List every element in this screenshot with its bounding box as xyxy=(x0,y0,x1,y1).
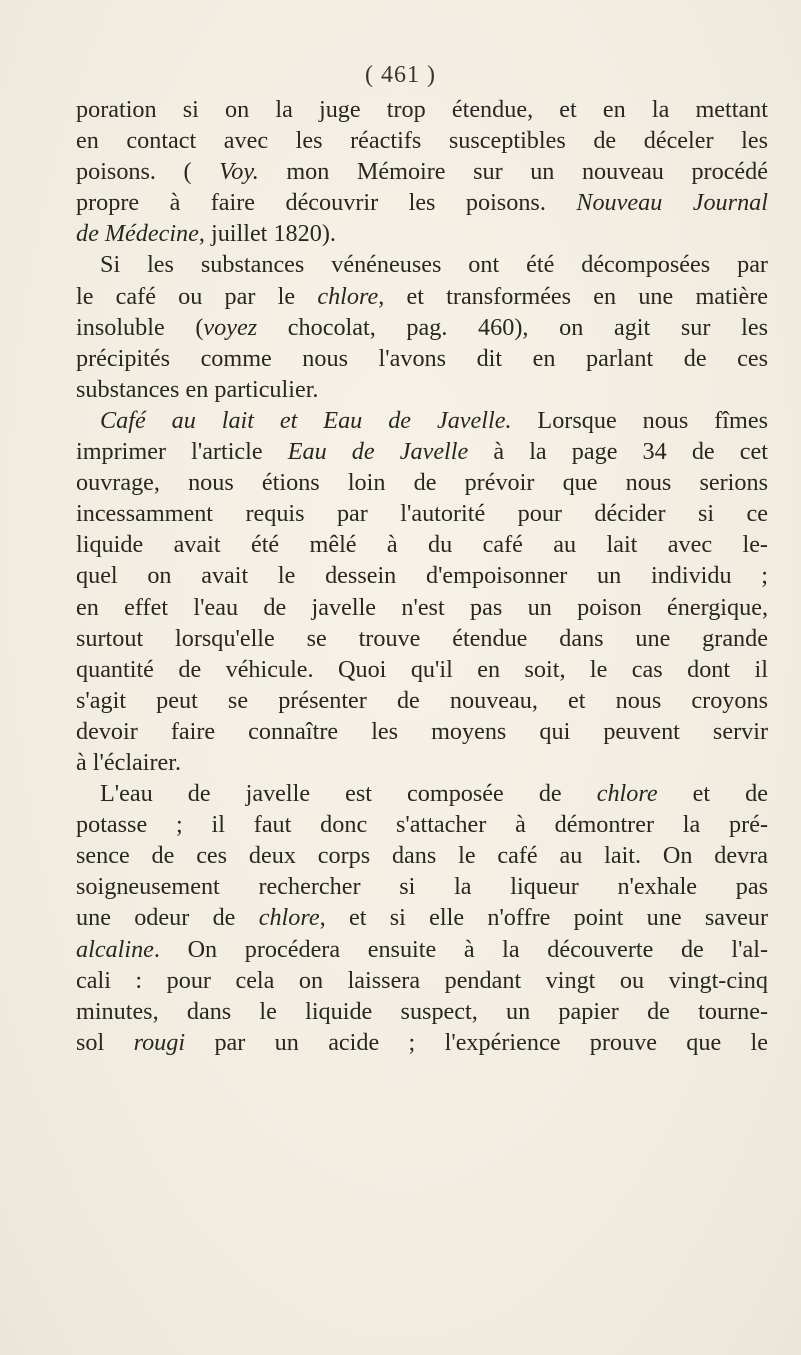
text-line: poisons. ( Voy. mon Mémoire sur un nouveau procédé xyxy=(76,158,768,186)
text-line: alcaline. On procédera ensuite à la découverte de l'al- xyxy=(76,935,768,963)
text-line: quantité de véhicule. Quoi qu'il en soit, le cas dont il xyxy=(76,655,768,683)
text-line: soigneusement rechercher si la liqueur n'exhale pas xyxy=(76,873,768,901)
text-line: à l'éclairer. xyxy=(76,748,182,776)
text-line: de Médecine, juillet 1820). xyxy=(76,220,336,248)
text-line: propre à faire découvrir les poisons. Nouveau Journal xyxy=(76,189,768,217)
page-number: ( 461 ) xyxy=(365,62,436,88)
text-line: une odeur de chlore, et si elle n'offre point une saveur xyxy=(76,904,769,932)
text-line: s'agit peut se présenter de nouveau, et nous croyons xyxy=(76,686,768,714)
text-line: sence de ces deux corps dans le café au lait. On devra xyxy=(76,842,768,870)
text-line: L'eau de javelle est composée de chlore et de xyxy=(100,780,768,808)
text-line: cali : pour cela on laissera pendant vingt ou vingt-cinq xyxy=(76,966,768,994)
text-line: substances en particulier. xyxy=(76,375,319,403)
text-line: insoluble (voyez chocolat, pag. 460), on agit sur les xyxy=(76,313,768,341)
text-line: le café ou par le chlore, et transformées en une matière xyxy=(76,282,768,310)
text-line: en effet l'eau de javelle n'est pas un poison énergique, xyxy=(76,593,768,621)
text-line: imprimer l'article Eau de Javelle à la page 34 de cet xyxy=(76,438,768,466)
text-line: sol rougi par un acide ; l'expérience prouve que le xyxy=(76,1028,768,1056)
text-line: précipités comme nous l'avons dit en parlant de ces xyxy=(76,344,768,372)
text-line: liquide avait été mêlé à du café au lait avec le- xyxy=(76,531,768,559)
text-line: ouvrage, nous étions loin de prévoir que nous serions xyxy=(76,469,768,497)
text-line: minutes, dans le liquide suspect, un papier de tourne- xyxy=(76,997,768,1025)
text-line: en contact avec les réactifs susceptibles de déceler les xyxy=(76,127,768,155)
text-line: Café au lait et Eau de Javelle. Lorsque nous fîmes xyxy=(100,406,768,434)
text-line: quel on avait le dessein d'empoisonner un individu ; xyxy=(76,562,768,590)
text-line: potasse ; il faut donc s'attacher à démontrer la pré- xyxy=(76,811,768,839)
body-text xyxy=(76,94,768,1058)
text-line: devoir faire connaître les moyens qui peuvent servir xyxy=(76,717,768,745)
text-line: incessamment requis par l'autorité pour décider si ce xyxy=(76,500,768,528)
text-line: Si les substances vénéneuses ont été décomposées par xyxy=(100,251,768,279)
text-line: surtout lorsqu'elle se trouve étendue dans une grande xyxy=(76,624,768,652)
text-line: poration si on la juge trop étendue, et en la mettant xyxy=(76,96,768,123)
